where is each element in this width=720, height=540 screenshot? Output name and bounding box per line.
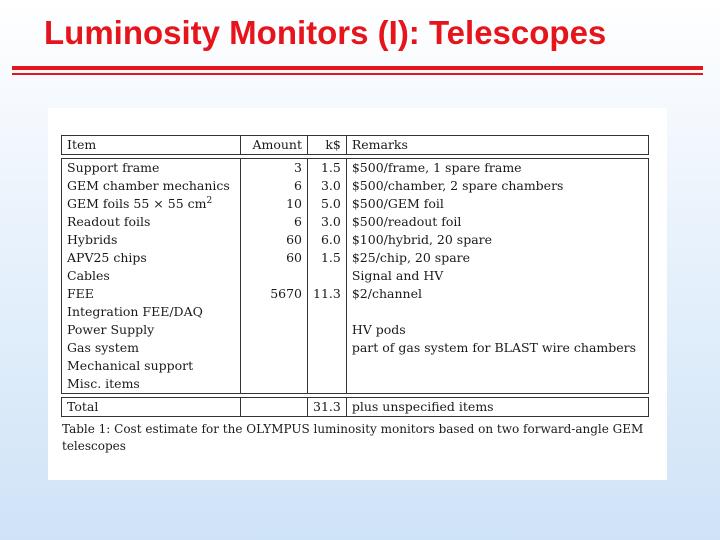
row-kdollar: 11.3 [307, 285, 346, 303]
row-kdollar: 3.0 [307, 177, 346, 195]
row-item: FEE [61, 285, 240, 303]
row-remarks: $25/chip, 20 spare [346, 249, 649, 267]
row-remarks: Signal and HV [346, 267, 649, 285]
row-remarks: HV pods [346, 321, 649, 339]
row-remarks [346, 303, 649, 321]
table-image-panel [48, 108, 667, 480]
table-row [61, 249, 649, 267]
row-item: Integration FEE/DAQ [61, 303, 240, 321]
row-item-superscript: 2 [206, 195, 213, 206]
row-remarks: $500/readout foil [346, 213, 649, 231]
total-amount [240, 397, 307, 417]
total-remarks: plus unspecified items [346, 397, 649, 417]
row-item: Support frame [61, 158, 240, 177]
row-item: Hybrids [61, 231, 240, 249]
row-amount [240, 339, 307, 357]
header-amount: Amount [240, 135, 307, 155]
row-amount [240, 303, 307, 321]
table-header-row [61, 135, 649, 155]
row-amount: 60 [240, 249, 307, 267]
total-item: Total [61, 397, 240, 417]
table-row [61, 357, 649, 375]
table-row [61, 375, 649, 394]
row-kdollar [307, 303, 346, 321]
row-amount: 6 [240, 213, 307, 231]
row-kdollar [307, 321, 346, 339]
row-amount [240, 375, 307, 394]
table-row [61, 195, 649, 213]
table-caption: Table 1: Cost estimate for the OLYMPUS luminosity monitors based on two forward-angle GEM telescopes [62, 422, 644, 453]
row-remarks: part of gas system for BLAST wire chambers [346, 339, 649, 357]
row-remarks: $500/GEM foil [346, 195, 649, 213]
row-kdollar: 6.0 [307, 231, 346, 249]
row-item: Cables [61, 267, 240, 285]
header-item: Item [61, 135, 240, 155]
row-item: GEM foils 55 × 55 $cm^2$ [61, 195, 240, 213]
table-total-row [61, 397, 649, 417]
row-remarks: $2/channel [346, 285, 649, 303]
row-amount [240, 321, 307, 339]
cost-table [61, 135, 649, 417]
table-row [61, 285, 649, 303]
row-item: Readout foils [61, 213, 240, 231]
header-kdollar: k$ [307, 135, 346, 155]
row-kdollar: 3.0 [307, 213, 346, 231]
table-row [61, 158, 649, 177]
slide-title: Luminosity Monitors (I): Telescopes [44, 14, 607, 51]
row-amount: 5670 [240, 285, 307, 303]
row-kdollar: 5.0 [307, 195, 346, 213]
table-row [61, 231, 649, 249]
table-row [61, 303, 649, 321]
row-kdollar [307, 267, 346, 285]
row-item: Mechanical support [61, 357, 240, 375]
row-amount: 10 [240, 195, 307, 213]
row-kdollar: 1.5 [307, 158, 346, 177]
row-remarks [346, 375, 649, 394]
header-remarks: Remarks [346, 135, 649, 155]
title-rule-thin [12, 73, 703, 75]
row-amount: 60 [240, 231, 307, 249]
row-kdollar [307, 375, 346, 394]
row-item: Misc. items [61, 375, 240, 394]
row-amount: 6 [240, 177, 307, 195]
row-item: GEM chamber mechanics [61, 177, 240, 195]
row-amount [240, 357, 307, 375]
table-row [61, 321, 649, 339]
row-kdollar [307, 339, 346, 357]
row-kdollar [307, 357, 346, 375]
row-amount [240, 267, 307, 285]
row-remarks [346, 357, 649, 375]
table-row [61, 213, 649, 231]
row-remarks: $100/hybrid, 20 spare [346, 231, 649, 249]
row-item: Gas system [61, 339, 240, 357]
row-remarks: $500/chamber, 2 spare chambers [346, 177, 649, 195]
table-row [61, 177, 649, 195]
table-row [61, 339, 649, 357]
total-kdollar: 31.3 [307, 397, 346, 417]
row-item: Power Supply [61, 321, 240, 339]
row-amount: 3 [240, 158, 307, 177]
table-row [61, 267, 649, 285]
row-remarks: $500/frame, 1 spare frame [346, 158, 649, 177]
title-rule-thick [12, 66, 703, 70]
row-item: APV25 chips [61, 249, 240, 267]
row-kdollar: 1.5 [307, 249, 346, 267]
